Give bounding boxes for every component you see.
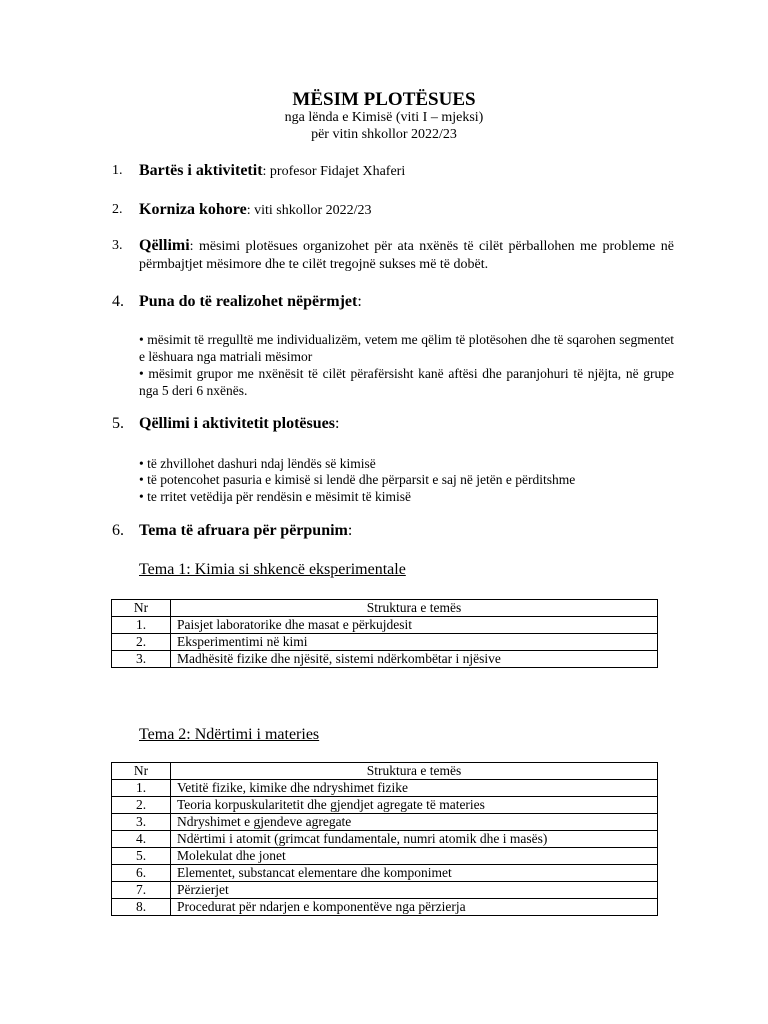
table-row: [112, 814, 658, 831]
row-text: Eksperimentimi në kimi: [171, 634, 658, 651]
item-tema: [112, 522, 674, 541]
puna-bullet-1: • mësimit të rregulltë me individualizëm, vetem me qëlim të plotësohen dhe të sqarohen segmentet e lëshuara nga matriali mësimor: [139, 332, 674, 364]
table-row: [112, 634, 658, 651]
row-text: Ndërtimi i atomit (grimcat fundamentale, numri atomik dhe i masës): [171, 831, 658, 848]
item-separator: :: [262, 164, 267, 179]
row-text: Madhësitë fizike dhe njësitë, sistemi ndërkombëtar i njësive: [171, 651, 658, 668]
puna-bullet-2: • mësimit grupor me nxënësit të cilët përafërsisht kanë aftësi dhe paranjohuri të njëjta, në grupe nga 5 deri 6 nxënës.: [139, 366, 674, 398]
item-text: mësimi plotësues organizohet për ata nxënës të cilët përballohen me probleme në përmbajtjet mësimore dhe te cilët tregojnë sukses më të dobët.: [139, 239, 674, 272]
item-bartes: [112, 162, 674, 181]
table-row: [112, 831, 658, 848]
column-header-struktura: Struktura e temës: [171, 600, 658, 617]
qellimi-bullet-3: • te rritet vetëdija për rendësin e mësimit të kimisë: [139, 489, 412, 504]
item-separator: :: [246, 203, 251, 218]
item-label: Qëllimi i aktivitetit plotësues: [139, 415, 335, 432]
table-row: [112, 651, 658, 668]
row-text: Përzierjet: [171, 882, 658, 899]
item-label: Bartës i aktivitetit: [139, 162, 263, 179]
row-number: 1.: [112, 780, 171, 797]
row-text: Ndryshimet e gjendeve agregate: [171, 814, 658, 831]
item-separator: :: [347, 522, 353, 539]
table-row: [112, 848, 658, 865]
item-text: viti shkollor 2022/23: [250, 203, 372, 218]
table-row: [112, 882, 658, 899]
table-row: [112, 617, 658, 634]
item-korniza-kohore: [112, 201, 674, 220]
table-header-row: [112, 600, 658, 617]
item-separator: :: [357, 293, 362, 310]
row-number: 8.: [112, 899, 171, 916]
qellimi-bullet-1: • të zhvillohet dashuri ndaj lëndës së kimisë: [139, 456, 376, 471]
document-subtitle-subject: nga lënda e Kimisë (viti I – mjeksi): [284, 110, 484, 125]
table-row: [112, 797, 658, 814]
item-number: 2.: [112, 202, 123, 217]
item-qellimi-aktivitetit: [112, 415, 674, 434]
table-row: [112, 899, 658, 916]
row-number: 2.: [112, 797, 171, 814]
row-text: Vetitë fizike, kimike dhe ndryshimet fizike: [171, 780, 658, 797]
tema-2-table: [111, 762, 658, 916]
item-number: 6.: [112, 522, 124, 539]
item-label: Korniza kohore: [139, 201, 247, 218]
table-row: [112, 865, 658, 882]
row-number: 4.: [112, 831, 171, 848]
row-text: Paisjet laboratorike dhe masat e përkujdesit: [171, 617, 658, 634]
row-text: Molekulat dhe jonet: [171, 848, 658, 865]
item-puna: [112, 293, 674, 312]
tema-1-table: [111, 599, 658, 668]
row-text: Teoria korpuskularitetit dhe gjendjet agregate të materies: [171, 797, 658, 814]
row-number: 3.: [112, 814, 171, 831]
item-number: 1.: [112, 163, 123, 178]
item-number: 5.: [112, 415, 124, 432]
row-text: Elementet, substancat elementare dhe komponimet: [171, 865, 658, 882]
row-number: 1.: [112, 617, 171, 634]
row-text: Procedurat për ndarjen e komponentëve nga përzierja: [171, 899, 658, 916]
item-text: profesor Fidajet Xhaferi: [266, 164, 406, 179]
column-header-struktura: Struktura e temës: [171, 763, 658, 780]
item-qellimi: [112, 237, 674, 274]
row-number: 5.: [112, 848, 171, 865]
item-label: Puna do të realizohet nëpërmjet: [139, 293, 358, 310]
column-header-nr: Nr: [112, 600, 171, 617]
table-header-row: [112, 763, 658, 780]
qellimi-bullet-2: • të potencohet pasuria e kimisë si lendë dhe përparsit e saj në jetën e përditshme: [139, 472, 576, 487]
document-title: MËSIM PLOTËSUES: [292, 89, 476, 110]
tema-1-title: Tema 1: Kimia si shkencë eksperimentale: [139, 561, 406, 578]
table-row: [112, 780, 658, 797]
item-label: Tema të afruara për përpunim: [139, 522, 348, 539]
column-header-nr: Nr: [112, 763, 171, 780]
item-separator: :: [189, 239, 194, 254]
row-number: 2.: [112, 634, 171, 651]
item-number: 3.: [112, 238, 123, 253]
row-number: 7.: [112, 882, 171, 899]
document-subtitle-year: për vitin shkollor 2022/23: [311, 127, 457, 142]
row-number: 6.: [112, 865, 171, 882]
item-label: Qëllimi: [139, 237, 190, 254]
row-number: 3.: [112, 651, 171, 668]
tema-2-title: Tema 2: Ndërtimi i materies: [139, 726, 320, 743]
item-number: 4.: [112, 293, 124, 310]
item-separator: :: [334, 415, 340, 432]
